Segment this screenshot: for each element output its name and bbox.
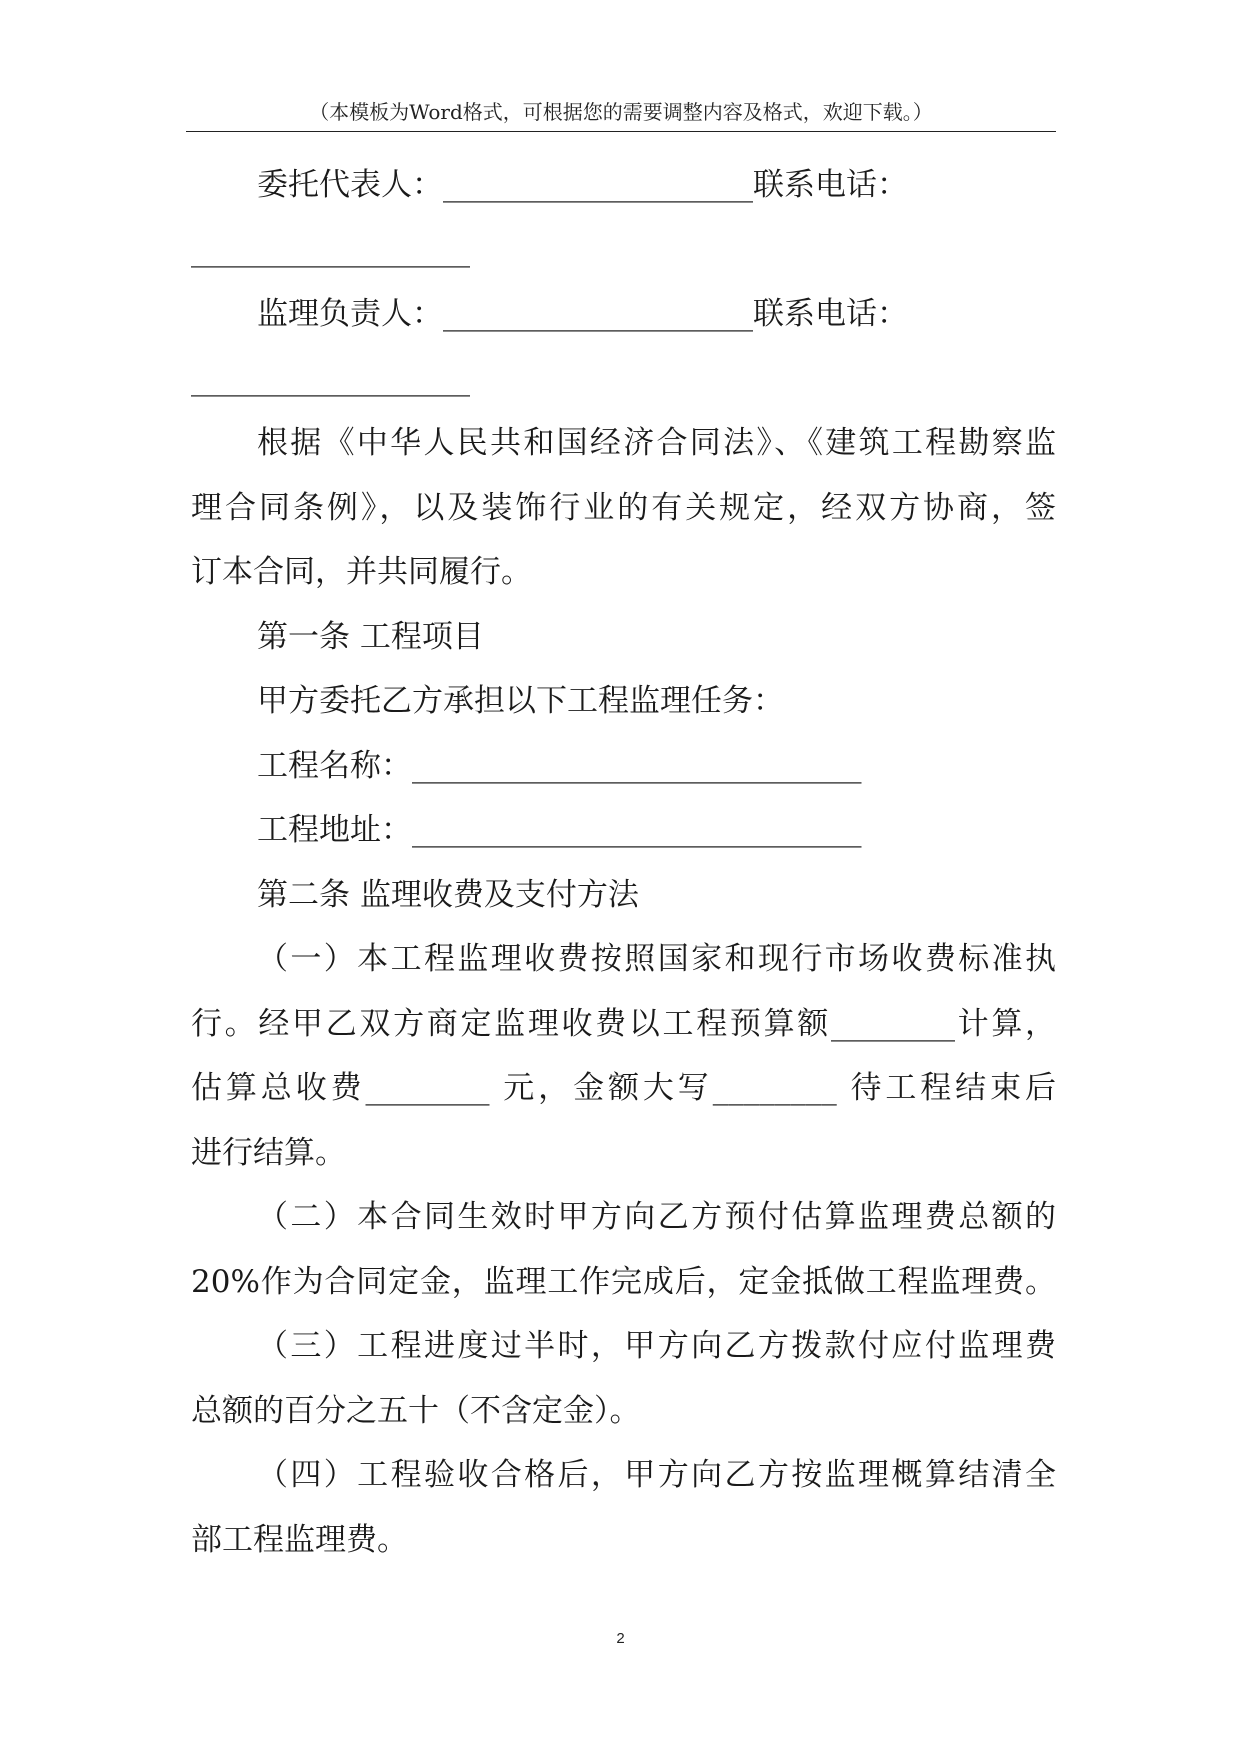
article-1-heading: 第一条 工程项目 bbox=[257, 618, 484, 655]
article-2-heading: 第二条 监理收费及支付方法 bbox=[257, 876, 639, 913]
clause-4-line-2: 部工程监理费。 bbox=[191, 1521, 408, 1558]
header-divider bbox=[186, 131, 1056, 132]
preamble-line-3: 订本合同，并共同履行。 bbox=[191, 554, 532, 590]
entrusted-representative-line: 委托代表人：____________________联系电话： bbox=[257, 167, 908, 203]
clause-3-line-1: （三）工程进度过半时，甲方向乙方拨款付应付监理费 bbox=[257, 1328, 1056, 1364]
clause-4-line-1: （四）工程验收合格后，甲方向乙方按监理概算结清全 bbox=[257, 1457, 1056, 1493]
page-number: 2 bbox=[616, 1630, 625, 1647]
project-name-field: 工程名称：_____________________________ bbox=[257, 747, 862, 784]
clause-2-line-1: （二）本合同生效时甲方向乙方预付估算监理费总额的 bbox=[257, 1199, 1056, 1235]
clause-3-line-2: 总额的百分之五十（不含定金）。 bbox=[191, 1392, 641, 1429]
supervision-lead-line: 监理负责人：____________________联系电话： bbox=[257, 296, 908, 332]
clause-1-line-4: 进行结算。 bbox=[191, 1134, 346, 1171]
project-address-field: 工程地址：_____________________________ bbox=[257, 812, 862, 848]
clause-1-line-1: （一）本工程监理收费按照国家和现行市场收费标准执 bbox=[257, 941, 1056, 977]
template-note-header: （本模板为Word格式，可根据您的需要调整内容及格式，欢迎下载。） bbox=[309, 100, 933, 124]
preamble-line-2: 理合同条例》，以及装饰行业的有关规定，经双方协商，签 bbox=[191, 489, 1056, 526]
representative-phone-blank: __________________ bbox=[191, 231, 470, 268]
clause-2-line-2: 20%作为合同定金，监理工作完成后，定金抵做工程监理费。 bbox=[191, 1263, 1056, 1300]
supervision-lead-phone-blank: __________________ bbox=[191, 360, 470, 397]
article-1-intro: 甲方委托乙方承担以下工程监理任务： bbox=[257, 683, 784, 719]
contract-body bbox=[191, 153, 1056, 1572]
clause-1-line-3: 估算总收费________ 元，金额大写________ 待工程结束后 bbox=[191, 1070, 1056, 1106]
preamble-line-1: 根据《中华人民共和国经济合同法》、《建筑工程勘察监 bbox=[257, 425, 1056, 461]
clause-1-line-2: 行。经甲乙双方商定监理收费以工程预算额________计算， bbox=[191, 1005, 1056, 1042]
